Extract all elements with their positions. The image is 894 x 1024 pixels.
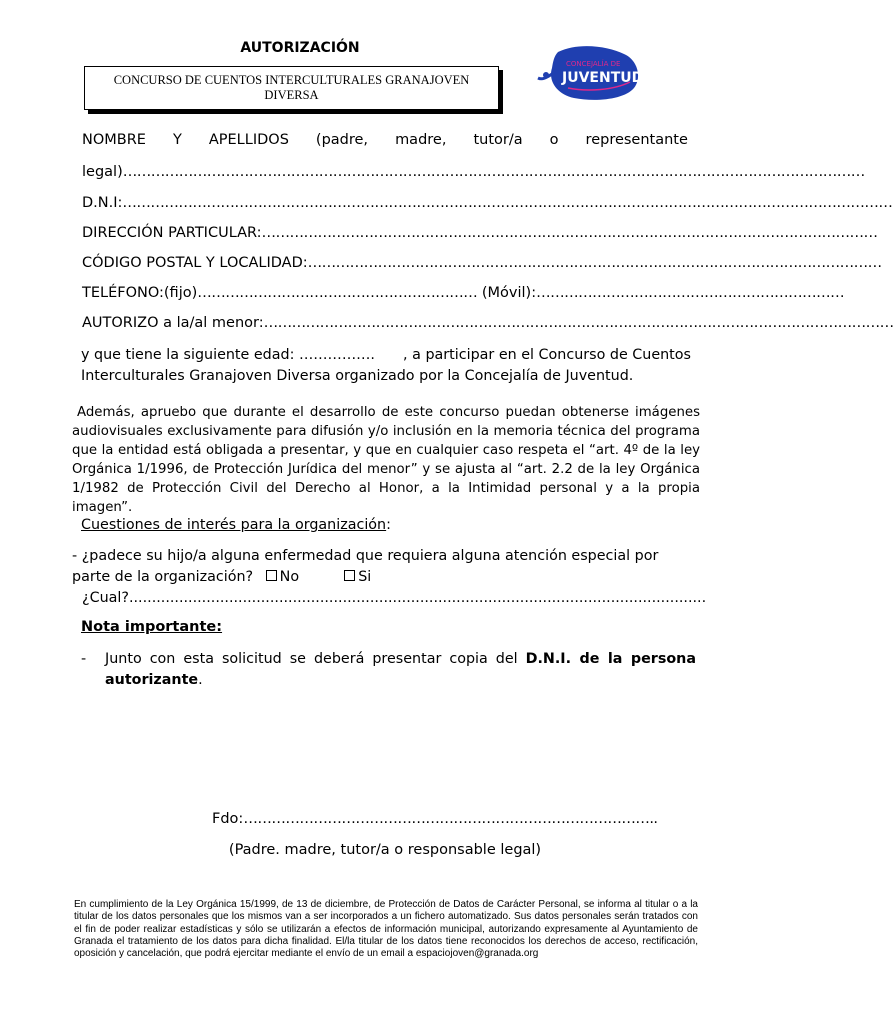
edad-paragraph	[81, 345, 691, 387]
nombre-word: o	[549, 132, 559, 148]
nombre-word: (padre,	[315, 132, 369, 148]
dni-field[interactable]: D.N.I:…………………………………………………………………………………………………………………………………………………	[82, 195, 893, 211]
cual-field[interactable]: ¿Cual?...............................................................................................................................	[82, 590, 707, 606]
edad-text-post: , a participar en el Concurso de Cuentos	[403, 347, 691, 363]
question-block	[72, 546, 707, 609]
no-label: No	[279, 569, 300, 585]
cual-label: ¿Cual?	[82, 590, 129, 606]
firma-field[interactable]	[212, 811, 658, 827]
telefono-field[interactable]: TELÉFONO:(fijo)…………………………………………………… (Móvil):…………………………………………………………	[82, 285, 845, 301]
contest-name-line2: DIVERSA	[264, 88, 319, 102]
logo-small-text: CONCEJALÍA DE	[566, 60, 621, 68]
direccion-label: DIRECCIÓN PARTICULAR:	[82, 225, 262, 241]
nombre-word: NOMBRE	[82, 132, 146, 148]
si-checkbox[interactable]	[344, 570, 355, 581]
legal-field[interactable]: legal)……………………………………………………………………………………………………………………………………………	[82, 164, 865, 180]
ademas-paragraph: Además, apruebo que durante el desarrollo de este concurso puedan obtenerse imágenes audiovisuales exclusivamente para difusión y/o inclusión en la memoria técnica del programa que la entidad está obligada a presentar, y que en cualquier caso respeta el “art. 4º de la ley Orgánica 1/1996, de Protección Jurídica del menor” y se ajusta al “art. 2.2 de la ley Orgánica 1/1982 de Protección Civil del Derecho al Honor, a la Intimidad personal y a la propia imagen”.	[72, 405, 700, 515]
nota-block	[81, 649, 696, 691]
edad-dots[interactable]: …………….	[298, 347, 375, 363]
contest-name-line1: CONCURSO DE CUENTOS INTERCULTURALES GRANAJOVEN	[113, 73, 470, 87]
autorizo-field[interactable]: AUTORIZO a la/al menor:………………………………………………………………………………………………………………………	[82, 315, 894, 331]
question-line2: parte de la organización?	[72, 569, 254, 585]
logo-big-text: JUVENTUD	[562, 70, 644, 86]
nombre-word: representante	[585, 132, 688, 148]
nota-heading: Nota importante:	[81, 619, 223, 635]
nota-bold1: D.N.I. de la persona	[525, 651, 696, 667]
nombre-word: APELLIDOS	[208, 132, 289, 148]
nombre-word: madre,	[395, 132, 447, 148]
dni-label: D.N.I:	[82, 195, 123, 211]
direccion-field[interactable]: DIRECCIÓN PARTICULAR:……………………………………………………………………………………………………………………	[82, 225, 878, 241]
juventud-logo	[538, 44, 644, 104]
page-title: AUTORIZACIÓN	[240, 40, 360, 56]
privacy-footer: En cumplimiento de la Ley Orgánica 15/1999, de 13 de diciembre, de Protección de Datos de Carácter Personal, se informa al titular o a la titular de los datos personales que los mismos van a ser incorporados a un fichero automatizado. Sus datos personales serán tratados con el fin de poder realizar estadísticas y sólo se utilizarán a efectos de información municipal, autorizando expresamente al Ayuntamiento de Granada el tratamiento de los datos para dicha finalidad. El/la titular de los datos tiene reconocidos los derechos de acceso, rectificación, oposición y cancelación, que podrá ejercitar mediante el envío de un email a espaciojoven@granada.org	[74, 899, 698, 960]
fdo-label: Fdo:	[212, 811, 244, 827]
question-line1: - ¿padece su hijo/a alguna enfermedad que requiera alguna atención especial por	[72, 548, 659, 564]
cuestiones-heading-text: Cuestiones de interés para la organización	[81, 517, 387, 533]
autorizo-label: AUTORIZO a la/al menor:	[82, 315, 264, 331]
cuestiones-colon: :	[386, 517, 391, 533]
nombre-line	[82, 132, 688, 148]
nota-text-post: .	[198, 672, 203, 688]
edad-text-pre: y que tiene la siguiente edad:	[81, 347, 299, 363]
contest-name-box	[84, 66, 499, 110]
edad-line2: Interculturales Granajoven Diversa organizado por la Concejalía de Juventud.	[81, 368, 634, 384]
nombre-word: tutor/a	[473, 132, 523, 148]
cuestiones-heading	[81, 517, 391, 533]
nota-dash: -	[81, 651, 87, 667]
fdo-dots: ……………………………………………………………………………..	[243, 811, 658, 827]
firma-caption: (Padre. madre, tutor/a o responsable legal)	[228, 842, 542, 858]
legal-label: legal)	[82, 164, 123, 180]
codigo-label: CÓDIGO POSTAL Y LOCALIDAD:	[82, 255, 308, 271]
si-label: Si	[358, 569, 372, 585]
nombre-word: Y	[172, 132, 182, 148]
nota-text-pre: Junto con esta solicitud se deberá presentar copia del	[105, 651, 526, 667]
movil-label: (Móvil):	[477, 285, 537, 301]
no-checkbox[interactable]	[266, 570, 277, 581]
codigo-postal-field[interactable]: CÓDIGO POSTAL Y LOCALIDAD:……………………………………………………………………………………………………………	[82, 255, 882, 271]
nota-text-line1	[105, 649, 696, 670]
telefono-label: TELÉFONO:(fijo)	[82, 285, 198, 301]
nota-bold2: autorizante	[105, 672, 199, 688]
